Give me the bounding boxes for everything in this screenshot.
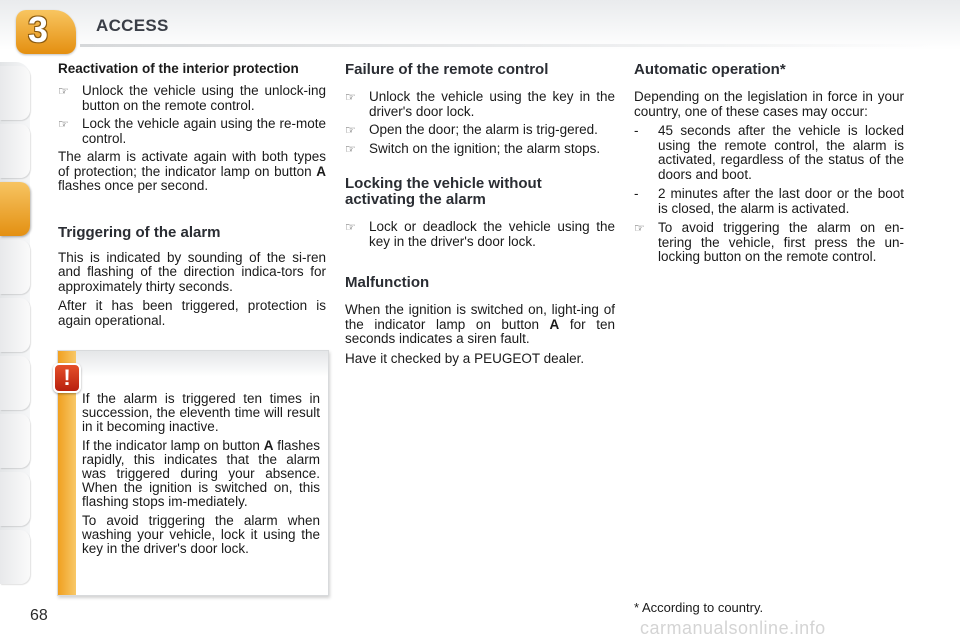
warning-header-band bbox=[76, 351, 328, 377]
failure-step-1: ☞ Unlock the vehicle using the key in the driver's door lock. bbox=[345, 89, 615, 119]
reactivation-paragraph: The alarm is activate again with both types of protection; the indicator lamp on button A flashes once per second. bbox=[58, 149, 326, 193]
chapter-tab-2[interactable] bbox=[0, 124, 30, 178]
chapter-tab-9[interactable] bbox=[0, 530, 30, 584]
pointing-hand-icon: ☞ bbox=[345, 141, 356, 156]
chapter-tab-1[interactable] bbox=[0, 66, 30, 120]
warning-text bbox=[82, 392, 320, 561]
watermark: carmanualsonline.info bbox=[640, 618, 826, 638]
chapter-tab-5[interactable] bbox=[0, 298, 30, 352]
chapter-tab-4[interactable] bbox=[0, 240, 30, 294]
pointing-hand-icon: ☞ bbox=[345, 90, 356, 104]
malfunction-heading: Malfunction bbox=[345, 274, 430, 291]
button-a-label: A bbox=[263, 438, 274, 453]
pointing-hand-icon: ☞ bbox=[634, 221, 645, 235]
pointing-hand-icon: ☞ bbox=[345, 123, 356, 137]
button-a-label: A bbox=[316, 163, 326, 179]
automatic-intro: Depending on the legislation in force in your country, one of these cases may occur: bbox=[634, 89, 904, 119]
pointing-hand-icon: ☞ bbox=[345, 220, 356, 234]
column-left bbox=[58, 62, 326, 333]
triggering-paragraph-2: After it has been triggered, protection is again operational. bbox=[58, 298, 326, 328]
chapter-number: 3 bbox=[27, 9, 49, 50]
triggering-heading: Triggering of the alarm bbox=[58, 223, 221, 241]
column-right bbox=[634, 62, 904, 269]
reactivation-heading: Reactivation of the interior protection bbox=[58, 61, 299, 76]
chapter-tab-3-active[interactable] bbox=[0, 182, 30, 236]
automatic-tip: ☞ To avoid triggering the alarm on en-tering the vehicle, first press the un-locking button on the remote control. bbox=[634, 220, 904, 264]
automatic-case-1: - 45 seconds after the vehicle is locked using the remote control, the alarm is activated, regardless of the status of the doors and boot. bbox=[634, 123, 904, 182]
chapter-tab-8[interactable] bbox=[0, 472, 30, 526]
chapter-tab-7[interactable] bbox=[0, 414, 30, 468]
header-rule bbox=[80, 44, 930, 47]
warning-paragraph-2: If the indicator lamp on button A flashes rapidly, this indicates that the alarm was triggered during your absence. When the ignition is switched on, this flashing stops im-mediately. bbox=[82, 438, 320, 509]
locking-heading: Locking the vehicle without activating the alarm bbox=[345, 175, 542, 208]
page-title: ACCESS bbox=[96, 16, 169, 35]
automatic-heading: Automatic operation* bbox=[634, 61, 786, 78]
pointing-hand-icon: ☞ bbox=[58, 84, 69, 98]
automatic-case-2: - 2 minutes after the last door or the boot is closed, the alarm is activated. bbox=[634, 186, 904, 216]
reactivation-step-1: ☞ Unlock the vehicle using the unlock-ing button on the remote control. bbox=[58, 83, 326, 113]
chapter-tab-6[interactable] bbox=[0, 356, 30, 410]
warning-paragraph-3: To avoid triggering the alarm when washing your vehicle, lock it using the key in the driver's door lock. bbox=[82, 513, 320, 556]
locking-step-1: ☞ Lock or deadlock the vehicle using the key in the driver's door lock. bbox=[345, 219, 615, 249]
malfunction-paragraph-1: When the ignition is switched on, light-ing of the indicator lamp on button A for ten seconds indicates a siren fault. bbox=[345, 302, 615, 346]
warning-exclamation-icon: ! bbox=[53, 363, 81, 393]
failure-heading: Failure of the remote control bbox=[345, 61, 549, 78]
footnote: * According to country. bbox=[634, 600, 764, 615]
failure-step-2: ☞ Open the door; the alarm is trig-gered. bbox=[345, 122, 598, 137]
triggering-paragraph-1: This is indicated by sounding of the si-ren and flashing of the direction indica-tors for approximately thirty seconds. bbox=[58, 249, 326, 294]
warning-paragraph-1: If the alarm is triggered ten times in succession, the eleventh time will result in it becoming inactive. bbox=[82, 391, 320, 434]
failure-step-3: ☞ Switch on the ignition; the alarm stops. bbox=[345, 140, 601, 156]
button-a-label: A bbox=[549, 316, 560, 332]
reactivation-step-2: ☞ Lock the vehicle again using the re-mote control. bbox=[58, 116, 326, 146]
pointing-hand-icon: ☞ bbox=[58, 117, 69, 131]
page-number: 68 bbox=[30, 607, 48, 624]
malfunction-paragraph-2: Have it checked by a PEUGEOT dealer. bbox=[345, 350, 585, 366]
column-middle bbox=[345, 62, 615, 371]
